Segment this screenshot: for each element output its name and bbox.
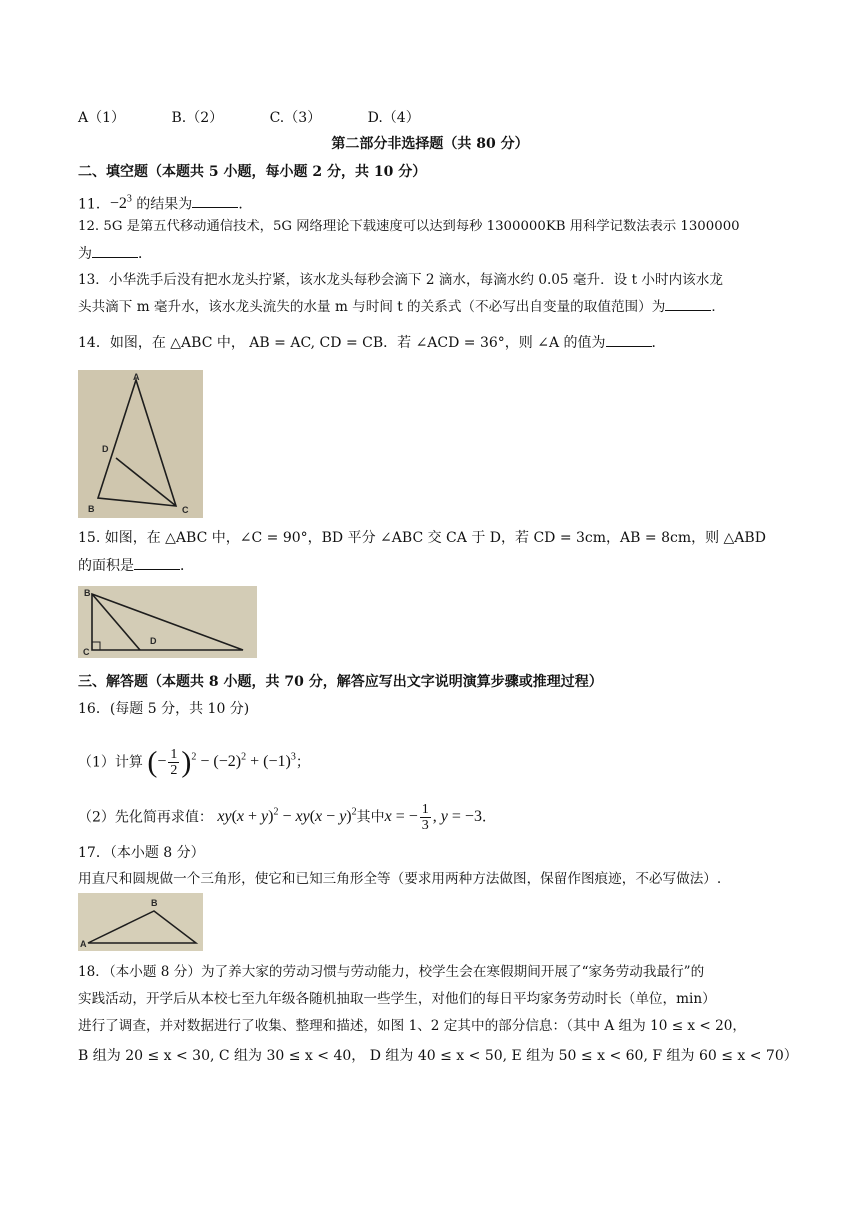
q14-end: ． bbox=[651, 335, 666, 351]
q11-number: 11． bbox=[78, 196, 110, 213]
option-a: A（1） bbox=[78, 110, 126, 126]
right-angle-mark bbox=[92, 642, 100, 650]
label-c: C bbox=[83, 647, 90, 657]
q14-text: 14．如图，在 △ABC 中， AB = AC, CD = CB．若 ∠ACD = 36°，则 ∠A 的值为 bbox=[78, 335, 606, 351]
q15-end: ． bbox=[180, 558, 194, 574]
figure-14-triangle bbox=[78, 370, 203, 518]
option-b: B.（2） bbox=[171, 110, 224, 126]
question-13-line2 bbox=[78, 296, 725, 317]
question-12-line1: 12. 5G 是第五代移动通信技术，5G 网络理论下载速度可以达到每秒 1300000KB 用科学记数法表示 1300000 bbox=[78, 219, 740, 234]
label-d: D bbox=[102, 444, 109, 454]
option-c: C.（3） bbox=[269, 110, 322, 126]
answer-blank bbox=[192, 193, 238, 208]
q16-part1-expression: (− $\frac{1}{2}$ )$^2 - (-2)^2 + (-1)^3$ bbox=[147, 745, 296, 779]
figure-17-triangle bbox=[78, 893, 203, 951]
question-16-title: 16．(每题 5 分，共 10 分) bbox=[78, 701, 250, 717]
triangle-abc bbox=[98, 380, 176, 506]
question-17-title: 17．（本小题 8 分） bbox=[78, 845, 205, 861]
q11-base: −2 bbox=[109, 195, 127, 213]
answer-options bbox=[78, 108, 462, 128]
q15-line2-text: 的面积是 bbox=[78, 558, 134, 574]
label-d: D bbox=[150, 636, 157, 646]
question-18-line2: 实践活动，开学后从本校七至九年级各随机抽取一些学生，对他们的每日平均家务劳动时长（单位，min） bbox=[78, 991, 716, 1007]
question-14 bbox=[78, 332, 666, 353]
q16-part2-expression: $xy(x + y)^2 - xy(x - y)^2$ bbox=[217, 807, 357, 826]
q16-part2-end: ． bbox=[481, 809, 496, 826]
question-12-line2 bbox=[78, 243, 152, 264]
answer-blank bbox=[665, 296, 711, 311]
question-17-text: 用直尺和圆规做一个三角形，使它和已知三角形全等（要求用两种方法做图，保留作图痕迹，不必写做法）. bbox=[78, 871, 722, 887]
segment-cd bbox=[116, 458, 176, 506]
q11-expression bbox=[110, 195, 132, 212]
q12-end: ． bbox=[138, 246, 152, 262]
answer-blank bbox=[134, 555, 180, 570]
option-d: D.（4） bbox=[367, 110, 420, 126]
triangle-abc bbox=[92, 594, 243, 650]
q13-line2-text: 头共滴下 m 毫升水，该水龙头流失的水量 m 与时间 t 的关系式（不必写出自变量的取值范围）为 bbox=[78, 299, 666, 315]
q13-end: ． bbox=[711, 299, 725, 315]
q11-text: 的结果为 bbox=[131, 196, 193, 213]
q16-part2-label: （2）先化简再求值： bbox=[78, 809, 213, 826]
question-11 bbox=[78, 190, 252, 214]
q16-part1-tail: ； bbox=[295, 754, 310, 771]
given-triangle bbox=[88, 911, 196, 943]
q11-exponent: 3 bbox=[126, 194, 132, 205]
q11-end: ． bbox=[238, 196, 253, 213]
question-16-part1 bbox=[78, 738, 310, 783]
answer-blank bbox=[92, 243, 138, 258]
question-18-line1: 18．（本小题 8 分）为了养大家的劳动习惯与劳动能力，校学生会在寒假期间开展了“家务劳动我最行”的 bbox=[78, 964, 705, 980]
figure-15-triangle bbox=[78, 586, 257, 658]
label-b: B bbox=[84, 588, 91, 598]
q12-line2-text: 为 bbox=[78, 246, 92, 262]
part2-title: 第二部分非选择题（共 80 分） bbox=[331, 136, 529, 152]
question-16-part2 bbox=[78, 795, 496, 835]
question-13-line1: 13．小华洗手后没有把水龙头拧紧，该水龙头每秒会滴下 2 滴水，每滴水约 0.05 毫升．设 t 小时内该水龙 bbox=[78, 272, 723, 288]
label-c: C bbox=[182, 505, 189, 515]
q16-part2-mid: 其中 bbox=[356, 809, 385, 826]
label-a: A bbox=[80, 939, 87, 949]
question-18-line3: 进行了调查，并对数据进行了收集、整理和描述，如图 1、2 定其中的部分信息：（其中 A 组为 10 ≤ x < 20， bbox=[78, 1018, 746, 1034]
question-15-line1: 15. 如图，在 △ABC 中，∠C = 90°，BD 平分 ∠ABC 交 CA 于 D，若 CD = 3cm，AB = 8cm，则 △ABD bbox=[78, 530, 766, 546]
q16-part1-label: （1）计算 bbox=[78, 754, 143, 771]
q16-part2-values: x = − $\frac{1}{3}$ , y = −3 bbox=[384, 802, 482, 834]
label-b: B bbox=[88, 504, 95, 514]
section2-heading: 二、填空题（本题共 5 小题，每小题 2 分，共 10 分） bbox=[78, 164, 427, 180]
figure-14-svg bbox=[78, 370, 203, 518]
label-b: B bbox=[151, 898, 158, 908]
figure-15-svg bbox=[78, 586, 257, 658]
label-a: A bbox=[133, 372, 140, 382]
answer-blank bbox=[606, 332, 652, 347]
question-15-line2 bbox=[78, 555, 194, 576]
figure-17-svg bbox=[78, 893, 203, 951]
section3-heading: 三、解答题（本题共 8 小题，共 70 分，解答应写出文字说明演算步骤或推理过程） bbox=[78, 674, 603, 690]
question-18-line4: B 组为 20 ≤ x < 30, C 组为 30 ≤ x < 40， D 组为 40 ≤ x < 50, E 组为 50 ≤ x < 60, F 组为 60 ≤ x < 70） bbox=[78, 1048, 798, 1064]
